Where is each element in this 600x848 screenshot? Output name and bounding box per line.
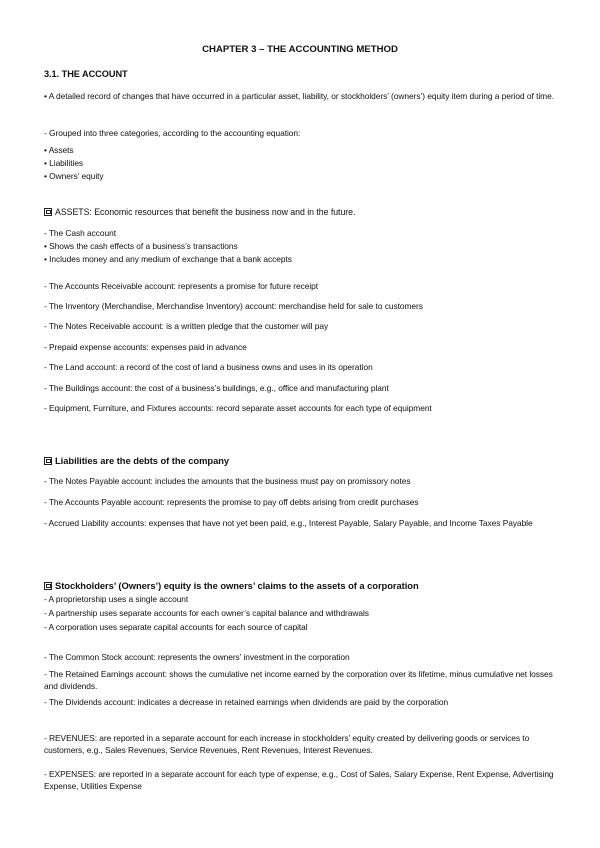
section-heading: 3.1. THE ACCOUNT: [44, 69, 128, 79]
checkbox-bullet-icon: [44, 582, 52, 590]
grouped-text: - Grouped into three categories, according to the accounting equation:: [44, 128, 301, 138]
category-item: • Assets: [44, 145, 74, 155]
assets-heading-text: : Economic resources that benefit the business now and in the future.: [89, 207, 356, 217]
category-item: • Liabilities: [44, 158, 84, 168]
cash-item: • Shows the cash effects of a business’s transactions: [44, 241, 238, 251]
equity-heading-text: Stockholders’ (Owners’) equity is the owners’ claims to the assets of a corporation: [55, 580, 419, 591]
assets-heading: [44, 207, 560, 219]
account-definition: • A detailed record of changes that have occurred in a particular asset, liability, or stockholders’ (owners’) equity item during a period of time.: [44, 91, 554, 101]
liability-item: - Accrued Liability accounts: expenses that have not yet been paid, e.g., Interest Payable, Salary Payable, and Income Taxes Payable: [44, 518, 533, 528]
equity-form-item: - A partnership uses separate accounts for each owner’s capital balance and withdrawals: [44, 608, 369, 618]
equity-account-item: - The Retained Earnings account: shows the cumulative net income earned by the corporation over its lifetime, minus cumulative net losses and dividends.: [44, 669, 553, 691]
asset-item: - The Land account: a record of the cost of land a business owns and uses in its operation: [44, 362, 373, 372]
equity-account-item: - The Dividends account: indicates a decrease in retained earnings when dividends are paid by the corporation: [44, 697, 449, 707]
expenses-text: - EXPENSES: are reported in a separate account for each type of expense, e.g., Cost of Sales, Salary Expense, Rent Expense, Advertising Expense, Utilities Expense: [44, 769, 554, 791]
category-item: • Owners’ equity: [44, 171, 104, 181]
chapter-title: CHAPTER 3 – THE ACCOUNTING METHOD: [202, 44, 398, 55]
equity-account-item: - The Common Stock account: represents the owners’ investment in the corporation: [44, 652, 350, 662]
asset-item: - Prepaid expense accounts: expenses paid in advance: [44, 342, 247, 352]
asset-item: - The Inventory (Merchandise, Merchandise Inventory) account: merchandise held for sale to customers: [44, 301, 423, 311]
asset-item: - Equipment, Furniture, and Fixtures accounts: record separate asset accounts for each type of equipment: [44, 403, 432, 413]
liabilities-heading-text: Liabilities are the debts of the company: [55, 455, 230, 466]
checkbox-bullet-icon: [44, 457, 52, 465]
checkbox-bullet-icon: [44, 208, 52, 216]
cash-item: • Includes money and any medium of exchange that a bank accepts: [44, 254, 292, 264]
equity-form-item: - A corporation uses separate capital accounts for each source of capital: [44, 622, 308, 632]
asset-item: - The Notes Receivable account: is a written pledge that the customer will pay: [44, 321, 329, 331]
assets-label: ASSETS: [55, 207, 90, 217]
equity-form-item: - A proprietorship uses a single account: [44, 594, 189, 604]
equity-heading: [44, 580, 560, 592]
revenues-text: - REVENUES: are reported in a separate account for each increase in stockholders’ equity created by delivering goods or services to customers, e.g., Sales Revenues, Service Revenues, Rent Revenues, Interest Revenues.: [44, 733, 530, 755]
asset-item: - The Accounts Receivable account: represents a promise for future receipt: [44, 281, 319, 291]
liabilities-heading: [44, 455, 560, 467]
asset-item: - The Buildings account: the cost of a business’s buildings, e.g., office and manufacturing plant: [44, 383, 389, 393]
liability-item: - The Accounts Payable account: represents the promise to pay off debts arising from credit purchases: [44, 497, 419, 507]
cash-item: - The Cash account: [44, 228, 117, 238]
liability-item: - The Notes Payable account: includes the amounts that the business must pay on promissory notes: [44, 476, 411, 486]
